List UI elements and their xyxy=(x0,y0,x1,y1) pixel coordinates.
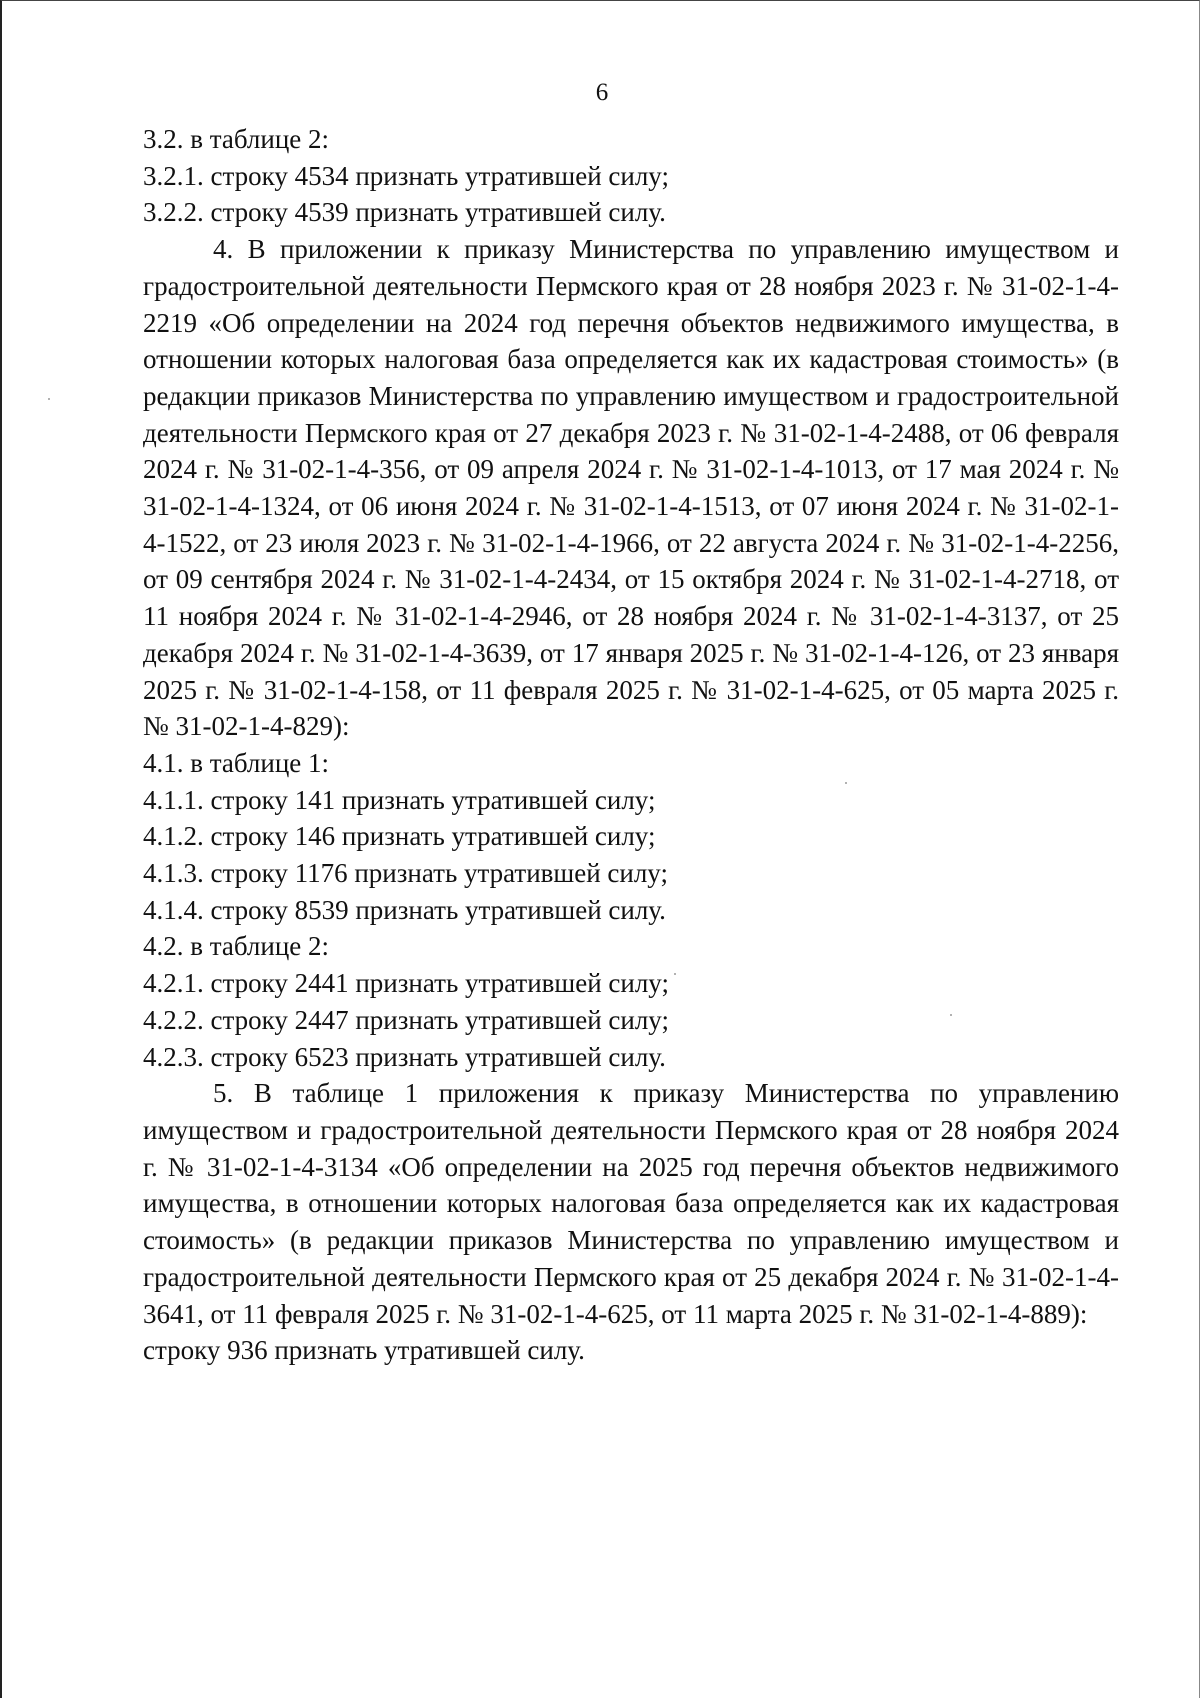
list-item: 4.2. в таблице 2: xyxy=(143,931,330,962)
list-item: 3.2. в таблице 2: xyxy=(143,124,330,154)
page-number: 6 xyxy=(595,79,609,106)
list-item: 4.2.2. строку 2447 признать утратившей силу; xyxy=(143,1004,669,1035)
list-item: 4.2.3. строку 6523 признать утратившей силу. xyxy=(143,1041,666,1072)
list-item: 4.1.1. строку 141 признать утратившей силу; xyxy=(143,784,656,815)
list-item: 4.2.1. строку 2441 признать утратившей силу; xyxy=(143,968,669,999)
scan-speck xyxy=(845,782,847,784)
document-body xyxy=(143,121,1119,1369)
list-item: 4.1.3. строку 1176 признать утратившей силу; xyxy=(143,858,668,889)
scan-speck xyxy=(950,1014,952,1016)
list-item: 3.2.1. строку 4534 признать утратившей силу; xyxy=(143,160,669,191)
scan-speck xyxy=(674,973,676,975)
list-item: 4.1.4. строку 8539 признать утратившей силу. xyxy=(143,894,666,925)
paragraph-section-4: 4. В приложении к приказу Министерства по управлению имуществом и градостроительной деятельности Пермского края от 28 ноября 2023 г. № 31-02-1-4-2219 «Об определении на 2024 год перечня объектов недвижимого имущества, в отношении которых налоговая база определяется как их кадастровая стоимость» (в редакции приказов Министерства по управлению имуществом и градостроительной деятельности Пермского края от 27 декабря 2023 г. № 31-02-1-4-2488, от 06 февраля 2024 г. № 31-02-1-4-356, от 09 апреля 2024 г. № 31-02-1-4-1013, от 17 мая 2024 г. № 31-02-1-4-1324, от 06 июня 2024 г. № 31-02-1-4-1513, от 07 июня 2024 г. № 31-02-1-4-1522, от 23 июля 2023 г. № 31-02-1-4-1966, от 22 августа 2024 г. № 31-02-1-4-2256, от 09 сентября 2024 г. № 31-02-1-4-2434, от 15 октября 2024 г. № 31-02-1-4-2718, от 11 ноября 2024 г. № 31-02-1-4-2946, от 28 ноября 2024 г. № 31-02-1-4-3137, от 25 декабря 2024 г. № 31-02-1-4-3639, от 17 января 2025 г. № 31-02-1-4-126, от 23 января 2025 г. № 31-02-1-4-158, от 11 февраля 2025 г. № 31-02-1-4-625, от 05 марта 2025 г. № 31-02-1-4-829): xyxy=(143,234,1119,742)
list-item: 3.2.2. строку 4539 признать утратившей силу. xyxy=(143,197,666,228)
list-item: строку 936 признать утратившей силу. xyxy=(143,1335,585,1366)
list-item: 4.1.2. строку 146 признать утратившей силу; xyxy=(143,821,656,852)
scan-speck xyxy=(48,398,50,400)
list-item: 4.1. в таблице 1: xyxy=(143,747,330,778)
paragraph-section-5: 5. В таблице 1 приложения к приказу Министерства по управлению имуществом и градостроительной деятельности Пермского края от 28 ноября 2024 г. № 31-02-1-4-3134 «Об определении на 2025 год перечня объектов недвижимого имущества, в отношении которых налоговая база определяется как их кадастровая стоимость» (в редакции приказов Министерства по управлению имуществом и градостроительной деятельности Пермского края от 25 декабря 2024 г. № 31-02-1-4-3641, от 11 февраля 2025 г. № 31-02-1-4-625, от 11 марта 2025 г. № 31-02-1-4-889): xyxy=(143,1078,1119,1329)
